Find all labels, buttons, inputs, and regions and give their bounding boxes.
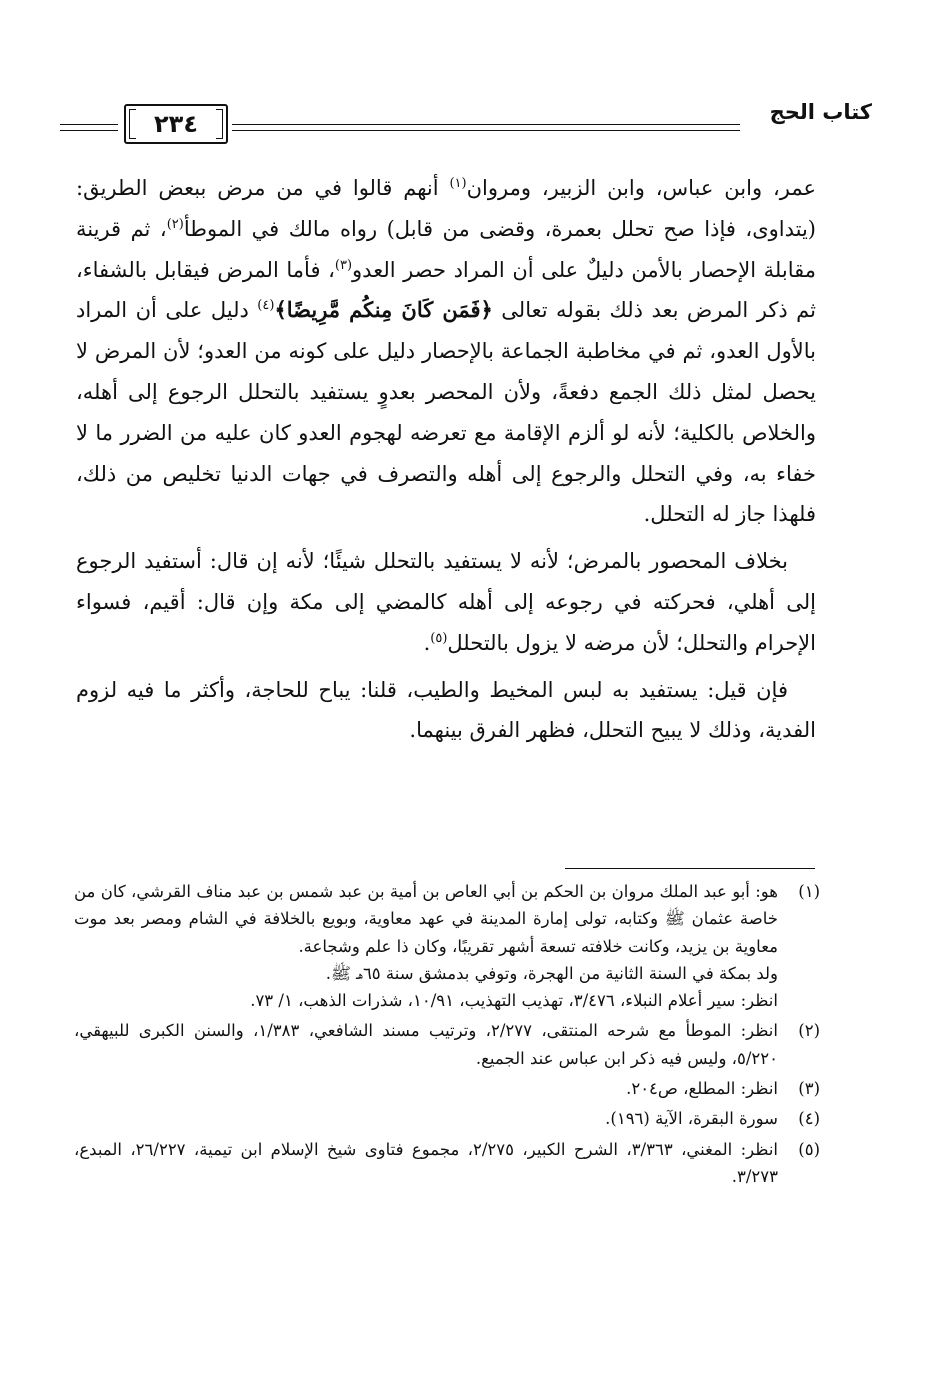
text-run: ، فأما المرض فيقابل بالشفاء، ثم ذكر المرض بعد ذلك بقوله تعالى	[76, 257, 816, 323]
paragraph-2	[76, 541, 816, 663]
footnote-line: انظر: سير أعلام النبلاء، ٣/٤٧٦، تهذيب التهذيب، ١٠/٩١، شذرات الذهب، ١/ ٧٣.	[250, 991, 778, 1011]
main-text	[76, 168, 816, 757]
footnote-ref-1: (١)	[449, 176, 467, 191]
footnote-line: ولد بمكة في السنة الثانية من الهجرة، وتوفي بدمشق سنة ٦٥هـ ﷺ.	[325, 963, 778, 983]
footnote-number: (٤)	[798, 1109, 820, 1129]
page-number-badge	[124, 104, 228, 144]
footnote-number: (٣)	[798, 1079, 820, 1099]
text-run: .	[423, 630, 431, 655]
footnote-body	[74, 1017, 778, 1072]
footnote-divider	[565, 868, 815, 869]
paragraph-1	[76, 168, 816, 535]
footnote-line: انظر: المطلع، ص٢٠٤.	[626, 1079, 778, 1099]
footnote-body	[74, 1075, 778, 1102]
footnote-5	[74, 1136, 820, 1191]
footnote-line: انظر: المغني، ٣/٣٦٣، الشرح الكبير، ٢/٢٧٥، مجموع فتاوى شيخ الإسلام ابن تيمية، ٢٦/٢٢٧، المبدع، ٣/٢٧٣.	[74, 1139, 778, 1186]
footnote-1	[74, 878, 820, 1014]
footnote-body	[74, 878, 778, 1014]
footnote-line: انظر: الموطأ مع شرحه المنتقى، ٢/٢٧٧، وترتيب مسند الشافعي، ١/٣٨٣، والسنن الكبرى للبيهقي، ٥/٢٢٠، وليس فيه ذكر ابن عباس عند الجميع.	[74, 1021, 778, 1068]
footnote-ref-3: (٣)	[334, 257, 353, 273]
header-rule-main	[232, 124, 740, 131]
chapter-title: كتاب الحج	[769, 100, 872, 124]
text-run: بخلاف المحصور بالمرض؛ لأنه لا يستفيد بالتحلل شيئًا؛ لأنه إن قال: أستفيد الرجوع إلى أهلي، فحركته في رجوعه إلى أهله كالمضي إلى مكة وإن قال: أقيم، فسواء الإحرام والتحلل؛ لأن مرضه لا يزول بالتحلل	[76, 549, 816, 655]
text-run: أنهم قالوا في من مرض ببعض الطريق: (يتداوى، فإذا صح تحلل بعمرة، وقضى من قابل) رواه مالك في الموطأ	[76, 176, 817, 241]
footnote-body	[74, 1136, 778, 1191]
page-header	[60, 96, 872, 152]
footnote-ref-2: (٢)	[166, 216, 184, 232]
footnote-line: هو: أبو عبد الملك مروان بن الحكم بن أبي العاص بن أمية بن عبد شمس بن عبد مناف القرشي، كان من خاصة عثمان ﷺ وكتابه، تولى إمارة المدينة في عهد معاوية، وبويع بالخلافة في الشام ومصر بعد موت معاوية بن يزيد، وكانت خلافته تسعة أشهر تقريبًا، وكان ذا علم وشجاعة.	[74, 882, 778, 956]
footnotes	[74, 878, 820, 1193]
text-run: دليل على أن المراد بالأول العدو، ثم في مخاطبة الجماعة بالإحصار دليل على كونه من العدو؛ لأن المرض لا يحصل لمثل ذلك الجمع دفعةً، ولأن المحصر بعدوٍ يستفيد بالتحلل الرجوع إلى أهله، والخلاص بالكلية؛ لأنه لو ألزم الإقامة مع تعرضه لهجوم العدو كان عليه من الضرر ما لا خفاء به، وفي التحلل والرجوع إلى أهله والتصرف في جهات الدنيا تخليص من ذلك، فلهذا جاز له التحلل.	[76, 298, 816, 527]
text-run: عمر، وابن عباس، وابن الزبير، ومروان	[466, 176, 816, 200]
page-number: ٢٣٤	[154, 110, 198, 138]
header-rule-left	[60, 124, 118, 131]
footnote-ref-4: (٤)	[257, 298, 275, 314]
footnote-number: (٢)	[798, 1021, 820, 1041]
footnote-line: سورة البقرة، الآية (١٩٦).	[605, 1109, 778, 1129]
footnote-2	[74, 1017, 820, 1072]
text-run: ، ثم قرينة مقابلة الإحصار بالأمن دليلٌ على أن المراد حصر العدو	[76, 216, 816, 282]
footnote-body	[74, 1105, 778, 1132]
footnote-4	[74, 1105, 820, 1132]
footnote-number: (١)	[798, 882, 820, 901]
paragraph-3: فإن قيل: يستفيد به لبس المخيط والطيب، قلنا: يباح للحاجة، وأكثر ما فيه لزوم الفدية، وذلك لا يبيح التحلل، فظهر الفرق بينهما.	[76, 677, 816, 743]
footnote-3	[74, 1075, 820, 1102]
footnote-number: (٥)	[798, 1139, 820, 1159]
footnote-ref-5: (٥)	[430, 630, 448, 646]
quran-verse: ﴿فَمَن كَانَ مِنكُم مَّرِيضًا﴾	[274, 297, 493, 323]
